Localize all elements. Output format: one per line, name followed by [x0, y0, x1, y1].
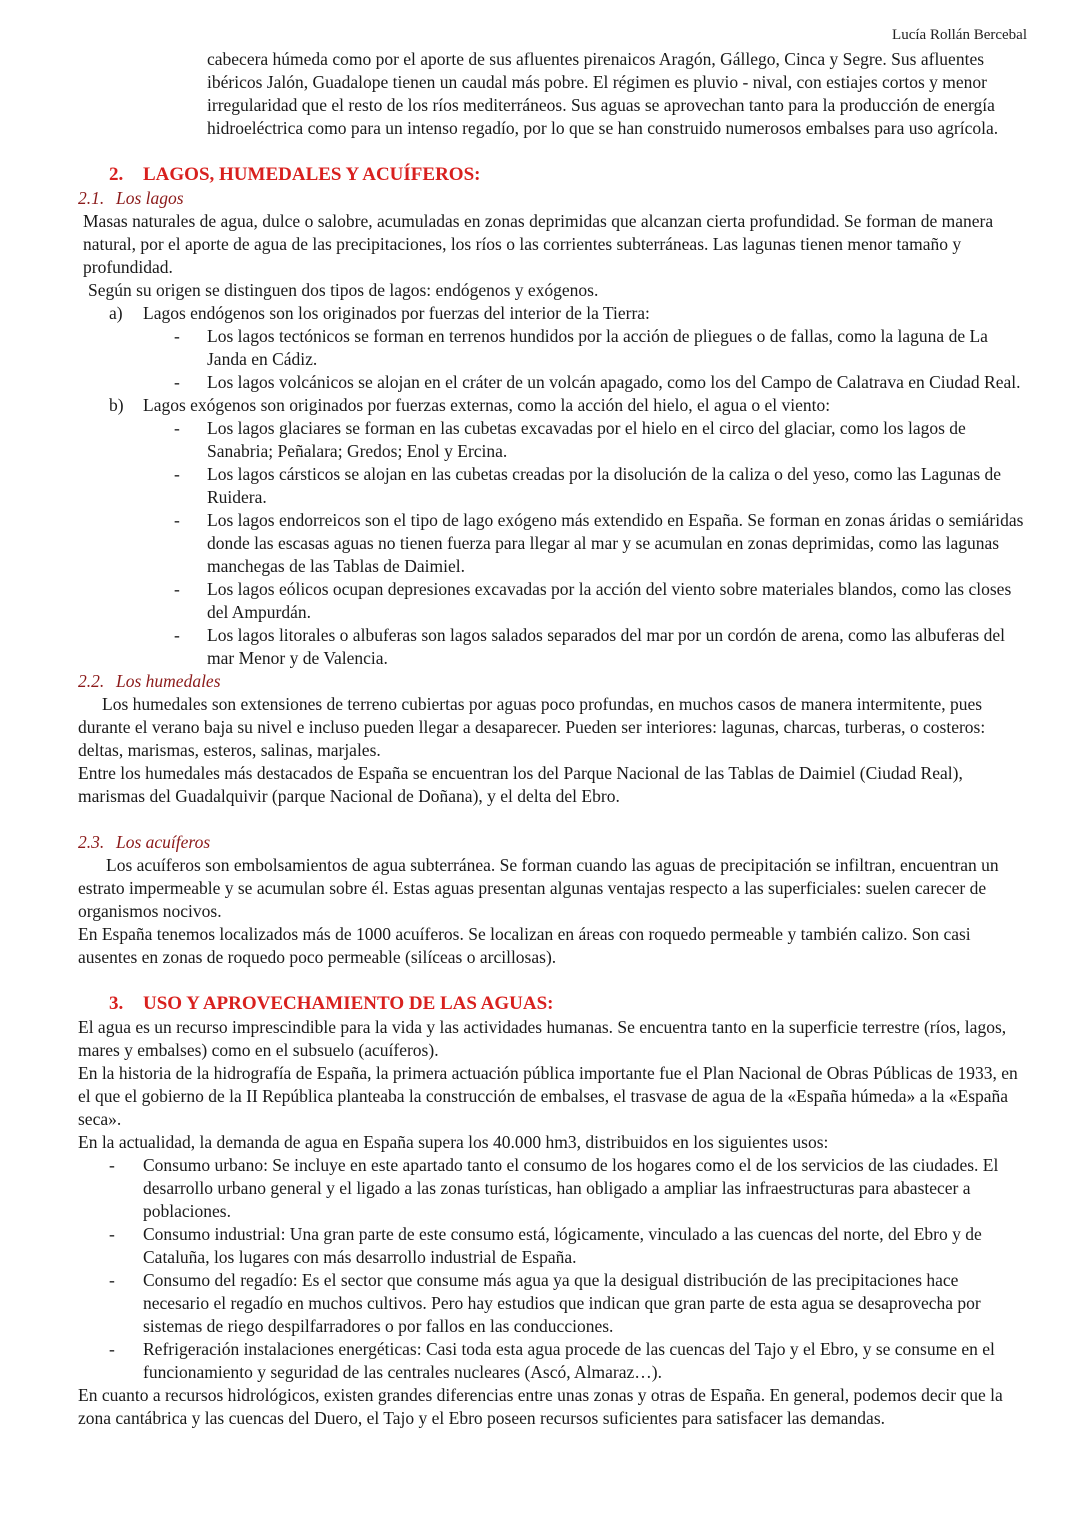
list-marker: - [174, 625, 180, 645]
document-body [78, 48, 1028, 1430]
list-marker: - [109, 1224, 115, 1244]
uso-paragraph-1: El agua es un recurso imprescindible para la vida y las actividades humanas. Se encuentra tanto en la superficie terrestre (ríos, lagos, mares y embalses) como en el subsuelo (acuíferos). [78, 1017, 1007, 1060]
subsection-2-2-heading [78, 670, 1028, 693]
list-item-text: Los lagos eólicos ocupan depresiones excavadas por la acción del viento sobre materiales blandos, como las closes del Ampurdán. [207, 579, 1012, 622]
subsection-2-2-number: 2.2. [78, 671, 105, 691]
spacer [78, 808, 1028, 831]
acuiferos-paragraph-2: En España tenemos localizados más de 1000 acuíferos. Se localizan en áreas con roquedo permeable y también calizo. Son casi ausentes en zonas de roquedo poco permeable (silíceas o arcillosas). [78, 924, 971, 967]
list-item-text: Lagos endógenos son los originados por fuerzas del interior de la Tierra: [143, 303, 650, 323]
list-item-text: Consumo industrial: Una gran parte de este consumo está, lógicamente, vinculado a las cuencas del norte, del Ebro y de Cataluña, los lugares con más desarrollo industrial de España. [143, 1224, 982, 1267]
subsection-2-3-number: 2.3. [78, 832, 105, 852]
list-item-text: Los lagos glaciares se forman en las cubetas excavadas por el hielo en el circo del glaciar, como los lagos de Sanabria; Peñalara; Gredos; Enol y Ercina. [207, 418, 966, 461]
uso-paragraph-3: En la actualidad, la demanda de agua en España supera los 40.000 hm3, distribuidos en los siguientes usos: [78, 1132, 829, 1152]
list-marker: a) [109, 303, 123, 323]
list-item [78, 624, 1028, 670]
list-marker: - [109, 1155, 115, 1175]
list-marker: - [174, 579, 180, 599]
humedales-paragraph-1: Los humedales son extensiones de terreno cubiertas por aguas poco profundas, en muchos casos de manera intermitente, pues durante el verano baja su nivel e incluso pueden llegar a desaparecer. Pueden ser interiores: lagunas, charcas, turberas, o costeros: deltas, marismas, esteros, salinas, marjales. [78, 694, 986, 760]
subsection-2-1-title: Los lagos [116, 188, 184, 208]
list-item [78, 509, 1028, 578]
acuiferos-paragraph-1: Los acuíferos son embolsamientos de agua subterránea. Se forman cuando las aguas de precipitación se infiltran, encuentran un estrato impermeable y se acumulan sobre él. Estas aguas presentan algunas ventajas respecto a las superficiales: suelen carecer de organismos nocivos. [78, 855, 999, 921]
section-3-heading [78, 992, 1028, 1016]
list-item [78, 463, 1028, 509]
uso-paragraph-4: En cuanto a recursos hidrológicos, existen grandes diferencias entre unas zonas y otras de España. En general, podemos decir que la zona cantábrica y las cuencas del Duero, el Tajo y el Ebro poseen recursos suficientes para satisfacer las demandas. [78, 1385, 1003, 1428]
list-item-text: Los lagos litorales o albuferas son lagos salados separados del mar por un cordón de arena, como las albuferas del mar Menor y de Valencia. [207, 625, 1005, 668]
list-item-text: Refrigeración instalaciones energéticas: Casi toda esta agua procede de las cuencas del Tajo y el Ebro, y se consume en el funcionamiento y seguridad de las centrales nucleares (Ascó, Almaraz…). [143, 1339, 995, 1382]
list-marker: - [174, 464, 180, 484]
list-item-text: Los lagos volcánicos se alojan en el cráter de un volcán apagado, como los del Campo de Calatrava en Ciudad Real. [207, 372, 1021, 392]
list-item [78, 1223, 1028, 1269]
subsection-2-2-title: Los humedales [116, 671, 221, 691]
list-item-endogenos [78, 302, 1028, 325]
list-item-text: Los lagos tectónicos se forman en terrenos hundidos por la acción de pliegues o de fallas, como la laguna de La Janda en Cádiz. [207, 326, 988, 369]
list-item-text: Consumo urbano: Se incluye en este apartado tanto el consumo de los hogares como el de los servicios de las ciudades. El desarrollo urbano general y el ligado a las zonas turísticas, han obligado a ampliar las infraestructuras para abastecer a poblaciones. [143, 1155, 999, 1221]
list-marker: - [109, 1270, 115, 1290]
list-item [78, 1154, 1028, 1223]
lagos-definition: Masas naturales de agua, dulce o salobre, acumuladas en zonas deprimidas que alcanzan cierta profundidad. Se forman de manera natural, por el aporte de agua de las precipitaciones, los ríos o las corrientes subterráneas. Las lagunas tienen menor tamaño y profundidad. [83, 211, 994, 277]
list-item [78, 371, 1028, 394]
subsection-2-1-heading [78, 187, 1028, 210]
uso-paragraph-2: En la historia de la hidrografía de España, la primera actuación pública importante fue el Plan Nacional de Obras Públicas de 1933, en el que el gobierno de la II República planteaba la construcción de embalses, el trasvase de agua de la «España húmeda» a la «España seca». [78, 1063, 1018, 1129]
list-marker: - [109, 1339, 115, 1359]
section-2-number: 2. [109, 164, 124, 185]
list-item [78, 1338, 1028, 1384]
list-item [78, 325, 1028, 371]
list-marker: - [174, 326, 180, 346]
section-2-heading [78, 163, 1028, 187]
list-marker: - [174, 510, 180, 530]
subsection-2-3-title: Los acuíferos [116, 832, 211, 852]
subsection-2-1-number: 2.1. [78, 188, 105, 208]
intro-continuation: cabecera húmeda como por el aporte de sus afluentes pirenaicos Aragón, Gállego, Cinca y Segre. Sus afluentes ibéricos Jalón, Guadalope tienen un caudal más pobre. El régimen es pluvio - nival, con estiajes cortos y menor irregularidad que el resto de los ríos mediterráneos. Sus aguas se aprovechan tanto para la producción de energía hidroeléctrica como para un intenso regadío, por lo que se han construido numerosos embalses para uso agrícola. [207, 49, 999, 138]
author-header: Lucía Rollán Bercebal [892, 27, 1027, 43]
section-3-title: USO Y APROVECHAMIENTO DE LAS AGUAS: [143, 993, 554, 1014]
list-item-text: Consumo del regadío: Es el sector que consume más agua ya que la desigual distribución de las precipitaciones hace necesario el regadío en muchos cultivos. Pero hay estudios que indican que gran parte de esta agua se desaprovecha por sistemas de riego despilfarradores o por fallos en las conducciones. [143, 1270, 981, 1336]
list-item [78, 1269, 1028, 1338]
list-item [78, 578, 1028, 624]
list-item [78, 417, 1028, 463]
list-item-text: Los lagos endorreicos son el tipo de lago exógeno más extendido en España. Se forman en zonas áridas o semiáridas donde las escasas aguas no tienen fuerza para llegar al mar y se acumulan en zonas deprimidas, como las lagunas manchegas de las Tablas de Daimiel. [207, 510, 1024, 576]
lagos-types-intro: Según su origen se distinguen dos tipos de lagos: endógenos y exógenos. [88, 280, 599, 300]
list-item-exogenos [78, 394, 1028, 417]
section-3-number: 3. [109, 993, 124, 1014]
list-item-text: Los lagos cársticos se alojan en las cubetas creadas por la disolución de la caliza o del yeso, como las Lagunas de Ruidera. [207, 464, 1002, 507]
list-item-text: Lagos exógenos son originados por fuerzas externas, como la acción del hielo, el agua o el viento: [143, 395, 831, 415]
list-marker: b) [109, 395, 124, 415]
section-2-title: LAGOS, HUMEDALES Y ACUÍFEROS: [143, 164, 481, 185]
subsection-2-3-heading [78, 831, 1028, 854]
humedales-paragraph-2: Entre los humedales más destacados de España se encuentran los del Parque Nacional de las Tablas de Daimiel (Ciudad Real), marismas del Guadalquivir (parque Nacional de Doñana), y el delta del Ebro. [78, 763, 963, 806]
list-marker: - [174, 418, 180, 438]
list-marker: - [174, 372, 180, 392]
